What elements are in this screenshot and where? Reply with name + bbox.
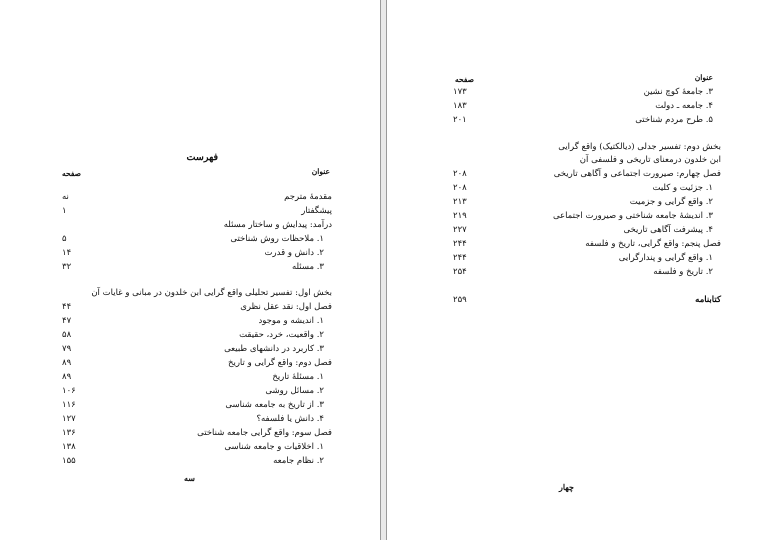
toc-page: ۷۹ [62, 344, 72, 354]
toc-part-heading: ابن خلدون درمعنای تاریخی و فلسفی آن [579, 155, 721, 165]
column-title-label: عنوان [694, 73, 713, 82]
toc-entry: ۲. مسائل روشی [265, 386, 324, 396]
toc-entry: ۳. جامعهٔ کوچ نشین [643, 87, 713, 97]
toc-entry: ۱. اندیشه و موجود [258, 316, 324, 326]
toc-entry: ۳. از تاریخ به جامعه شناسی [225, 400, 324, 410]
page-number: سه [184, 473, 195, 483]
toc-chapter: فصل سوم: واقع گرایی جامعه شناختی [197, 428, 332, 438]
toc-entry: ۴. پیشرفت آگاهی تاریخی [623, 225, 713, 235]
toc-page: ۲۴۴ [453, 239, 467, 249]
toc-entry: درآمد: پیدایش و ساختار مسئله [223, 220, 332, 230]
toc-page: ۸۹ [62, 372, 72, 382]
toc-entry: ۲. واقعیت، خرد، حقیقت [239, 330, 324, 340]
toc-entry: ۲. دانش و قدرت [264, 248, 324, 258]
toc-page: ۲۰۸ [453, 169, 467, 179]
toc-page: ۵ [62, 234, 67, 244]
toc-chapter: فصل چهارم: صیرورت اجتماعی و آگاهی تاریخی [553, 169, 721, 179]
toc-entry: ۳. مسئله [291, 262, 324, 272]
toc-page: ۸۹ [62, 358, 72, 368]
toc-chapter: فصل پنجم: واقع گرایی، تاریخ و فلسفه [585, 239, 721, 249]
toc-page: نه [62, 192, 69, 202]
toc-page: ۱۲۷ [62, 414, 76, 424]
toc-page: ۱۸۳ [453, 101, 467, 111]
left-page [0, 0, 381, 540]
toc-page: ۱۱۶ [62, 400, 76, 410]
toc-page: ۲۱۳ [453, 197, 467, 207]
toc-chapter: فصل اول: نقد عقل نظری [240, 302, 332, 312]
toc-page: ۲۲۷ [453, 225, 467, 235]
toc-entry: ۱. ملاحظات روش شناختی [230, 234, 324, 244]
toc-entry: مقدمهٔ مترجم [284, 192, 332, 202]
toc-entry: ۲. نظام جامعه [273, 456, 324, 466]
toc-page: ۱۵۵ [62, 456, 76, 466]
toc-page: ۵۸ [62, 330, 72, 340]
toc-chapter: فصل دوم: واقع گرایی و تاریخ [227, 358, 332, 368]
toc-page: ۱۷۳ [453, 87, 467, 97]
toc-entry: ۱. جزئیت و کلیت [652, 183, 713, 193]
page-number: چهار [559, 482, 574, 492]
toc-page: ۲۰۸ [453, 183, 467, 193]
toc-entry: ۲. واقع گرایی و جزمیت [629, 197, 713, 207]
toc-page: ۲۵۹ [453, 295, 467, 305]
toc-part-heading: بخش اول: تفسیر تحلیلی واقع گرایی ابن خلدون در مبانی و غایات آن [91, 288, 332, 298]
toc-entry: ۳. کاربرد در دانشهای طبیعی [224, 344, 324, 354]
right-page [386, 0, 768, 540]
column-page-label: صفحه [62, 169, 82, 178]
toc-page: ۴۷ [62, 316, 72, 326]
toc-page: ۱۳۸ [62, 442, 76, 452]
toc-page: ۲۰۱ [453, 115, 467, 125]
toc-entry: ۴. دانش یا فلسفه؟ [256, 414, 324, 424]
toc-page: ۱۳۶ [62, 428, 76, 438]
toc-entry: ۲. تاریخ و فلسفه [653, 267, 713, 277]
toc-entry: پیشگفتار [301, 206, 332, 216]
toc-part-heading: بخش دوم: تفسیر جدلی (دیالکتیک) واقع گرایی [558, 142, 721, 152]
toc-entry: ۵. طرح مردم شناختی [635, 115, 713, 125]
contents-title: فهرست [186, 152, 218, 163]
toc-page: ۱۴ [62, 248, 72, 258]
toc-entry: ۱. واقع گرایی و پندارگرایی [618, 253, 713, 263]
toc-page: ۱۰۶ [62, 386, 76, 396]
toc-page: ۴۴ [62, 302, 72, 312]
toc-page: ۲۱۹ [453, 211, 467, 221]
toc-entry: ۳. اندیشهٔ جامعه شناختی و صیرورت اجتماعی [552, 211, 713, 221]
toc-page: ۱ [62, 206, 67, 216]
toc-page: ۲۵۴ [453, 267, 467, 277]
toc-page: ۲۴۴ [453, 253, 467, 263]
column-title-label: عنوان [311, 167, 330, 176]
toc-bibliography: کتابنامه [695, 295, 721, 305]
toc-entry: ۴. جامعه ـ دولت [655, 101, 713, 111]
toc-entry: ۱. مسئلهٔ تاریخ [272, 372, 324, 382]
toc-entry: ۱. اخلاقیات و جامعه شناسی [224, 442, 324, 452]
toc-page: ۳۲ [62, 262, 72, 272]
column-page-label: صفحه [455, 75, 475, 84]
